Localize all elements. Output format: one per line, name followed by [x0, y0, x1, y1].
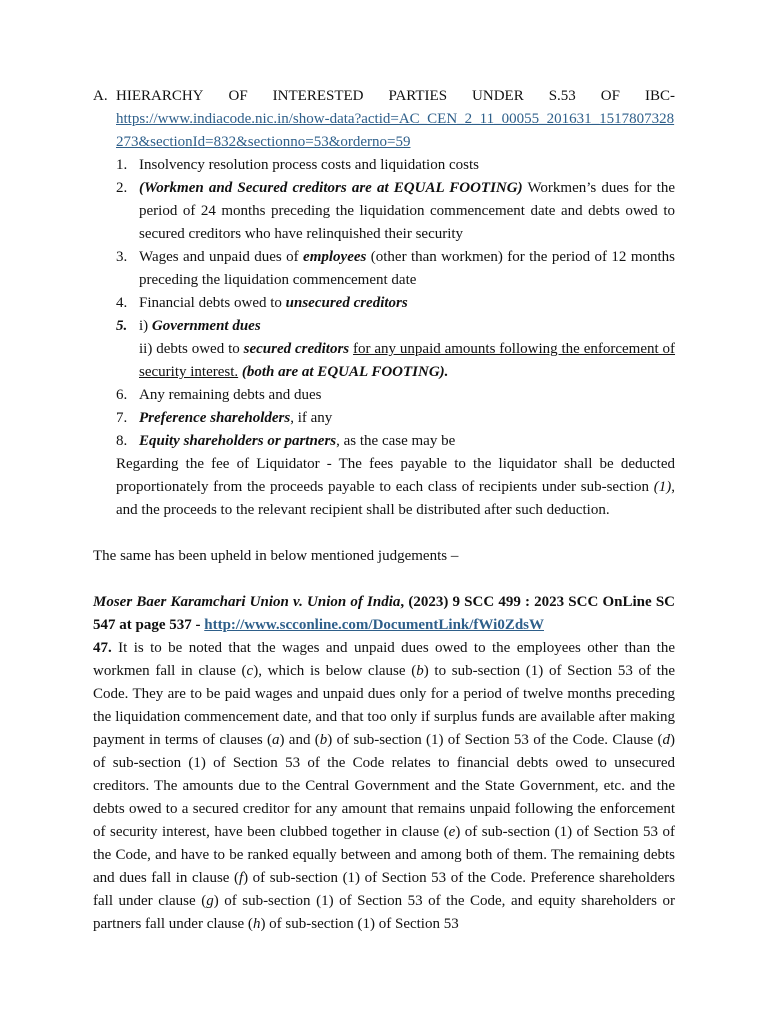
liquidator-fee-paragraph: [93, 453, 675, 522]
list-item: [116, 246, 675, 292]
list-item: [116, 315, 675, 384]
section-heading: [93, 85, 675, 154]
item-text: ii) debts owed to: [139, 341, 244, 357]
clause-letter: d: [662, 732, 670, 748]
item-number: 2.: [116, 180, 128, 196]
clause-letter: b: [416, 663, 424, 679]
paragraph-text: ) of sub-section (1) of Section 53 of the Code, and have to be ranked equally between and among both of them. The remaining debts and dues fall in clause (: [93, 824, 675, 886]
item-subline: [139, 315, 675, 338]
item-text: Any remaining debts and dues: [139, 387, 322, 403]
item-text: , if any: [290, 410, 333, 426]
item-emphasis: (Workmen and Secured creditors are at EQUAL FOOTING): [139, 180, 523, 196]
document-body: [93, 85, 675, 936]
hierarchy-list: [93, 154, 675, 453]
heading-word: PARTIES: [388, 88, 448, 104]
paragraph-text: ) of sub-section (1) of Section 53 of the Code. Clause (: [327, 732, 663, 748]
paragraph-text: ) to sub-section (1) of Section 53 of the Code. They are to be paid wages and unpaid dues only for a period of twelve months preceding the liquidation commencement date, and that too only if surplus funds are available after making payment in terms of clauses (: [93, 663, 676, 748]
clause-letter: f: [238, 870, 244, 886]
heading-word: S.53: [548, 88, 576, 104]
paragraph-text: ) and (: [279, 732, 320, 748]
paragraph-text: ), which is below clause (: [253, 663, 417, 679]
spacer: [93, 568, 675, 591]
india-code-link[interactable]: https://www.indiacode.nic.in/show-data?actid=AC_CEN_2_11_00055_201631_1517807328273&sectionId=832&sectionno=53&orderno=59: [116, 111, 675, 150]
clause-letter: b: [319, 732, 328, 748]
clause-letter: g: [206, 893, 214, 909]
item-text: Insolvency resolution process costs and liquidation costs: [139, 157, 479, 173]
paragraph-text: ) of sub-section (1) of Section 53 of the Code. Preference shareholders fall under clause (: [93, 870, 675, 909]
clause-letter: a: [272, 732, 280, 748]
item-number: 6.: [116, 387, 128, 403]
paragraph-47: [93, 637, 675, 936]
heading-word: OF: [228, 88, 248, 104]
list-item: [116, 384, 675, 407]
case-citation: [93, 591, 675, 637]
item-number: 8.: [116, 433, 128, 449]
item-emphasis: Government dues: [151, 318, 261, 334]
item-number: 5.: [116, 318, 128, 334]
item-emphasis: employees: [303, 249, 367, 265]
paragraph-text: , and the proceeds to the relevant recipient shall be distributed after such deduction.: [116, 479, 675, 518]
heading-word: HIERARCHY: [116, 88, 204, 104]
item-emphasis: (both are at EQUAL FOOTING).: [238, 364, 449, 380]
item-text: Financial debts owed to: [139, 295, 286, 311]
item-text: Wages and unpaid dues of: [139, 249, 304, 265]
heading-title: [116, 85, 675, 108]
item-emphasis: secured creditors: [243, 341, 350, 357]
paragraph-text: ) of sub-section (1) of Section 53 of the Code relates to financial debts owed to unsecured creditors. The amounts due to the Central Government and the State Government, etc. and the debts owed to a secured creditor for any amount that remains unpaid following the enforcement of security interest, have been clubbed together in clause (: [93, 732, 675, 840]
paragraph-text: ) of sub-section (1) of Section 53 of the Code, and equity shareholders or partners fall under clause (: [93, 893, 675, 932]
item-emphasis: Equity shareholders or partners: [139, 433, 337, 449]
item-emphasis: Preference shareholders: [139, 410, 291, 426]
item-subline: [139, 338, 675, 384]
clause-letter: c: [246, 663, 254, 679]
heading-marker: A.: [93, 88, 108, 104]
paragraph-number: 47.: [93, 640, 112, 656]
scconline-link[interactable]: http://www.scconline.com/DocumentLink/fWi0ZdsW: [204, 617, 544, 633]
item-text: Workmen’s dues for the period of 24 months preceding the liquidation commencement date and debts owed to secured creditors who have relinquished their security: [139, 180, 675, 242]
paragraph-text: ) of sub-section (1) of Section 53: [260, 916, 459, 932]
case-cite: , (2023) 9 SCC 499 : 2023 SCC OnLine SC 547 at page 537 -: [93, 594, 675, 633]
item-text: (other than workmen) for the period of 12 months preceding the liquidation commencement date: [139, 249, 675, 288]
clause-letter: h: [252, 916, 261, 932]
upheld-statement: The same has been upheld in below mentioned judgements –: [93, 548, 459, 564]
item-text: i): [139, 318, 152, 334]
list-item: [116, 430, 675, 453]
item-underlined-text: for any unpaid amounts following the enforcement of security interest.: [139, 341, 676, 380]
clause-letter: e: [448, 824, 456, 840]
list-item: [116, 407, 675, 430]
item-number: 3.: [116, 249, 128, 265]
item-number: 7.: [116, 410, 128, 426]
item-number: 1.: [116, 157, 128, 173]
case-name: Moser Baer Karamchari Union v. Union of India: [93, 594, 401, 610]
list-item: [116, 154, 675, 177]
item-number: 4.: [116, 295, 128, 311]
list-item: [116, 292, 675, 315]
paragraph-text: It is to be noted that the wages and unpaid dues owed to the employees other than the workmen fall in clause (: [93, 640, 675, 679]
item-emphasis: unsecured creditors: [285, 295, 408, 311]
item-text: , as the case may be: [336, 433, 456, 449]
paragraph-italic: (1): [653, 479, 672, 495]
list-item: [116, 177, 675, 246]
heading-word: OF: [600, 88, 620, 104]
heading-word: UNDER: [472, 88, 524, 104]
paragraph-text: Regarding the fee of Liquidator - The fees payable to the liquidator shall be deducted proportionately from the proceeds payable to each class of recipients under sub-section: [116, 456, 675, 495]
heading-word: INTERESTED: [272, 88, 364, 104]
spacer: [93, 522, 675, 545]
heading-word: IBC-: [644, 88, 675, 104]
